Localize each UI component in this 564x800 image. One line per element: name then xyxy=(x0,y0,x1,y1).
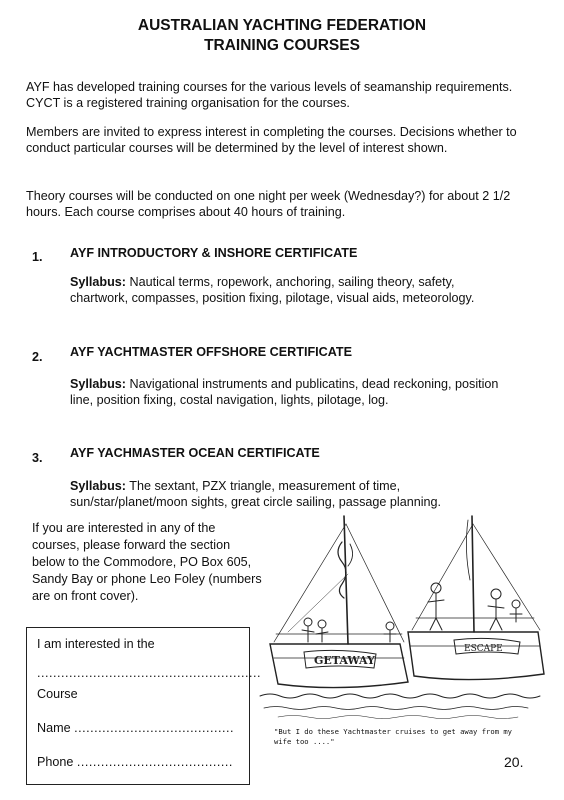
section-1-syllabus xyxy=(70,274,500,306)
boat-right-name: ESCAPE xyxy=(464,644,503,654)
course-label: Course xyxy=(37,687,78,701)
syllabus-text: Navigational instruments and publicatins, dead reckoning, position line, position fixing, costal navigation, lights, pilotage, log. xyxy=(70,377,499,407)
section-1-title: AYF INTRODUCTORY & INSHORE CERTIFICATE xyxy=(70,246,358,260)
cartoon-caption: "But I do these Yachtmaster cruises to get away from my wife too ...." xyxy=(274,727,512,746)
name-field[interactable] xyxy=(37,721,234,735)
interest-form xyxy=(26,627,261,785)
syllabus-label: Syllabus: xyxy=(70,479,126,493)
name-label: Name xyxy=(37,721,71,735)
name-dots: ........................................ xyxy=(74,721,235,735)
section-3-syllabus xyxy=(70,478,500,510)
boat-left-name: GETAWAY xyxy=(314,654,375,667)
intro-paragraph-3: Theory courses will be conducted on one night per week (Wednesday?) for about 2 1/2 hours. Each course comprises about 40 hours of training. xyxy=(26,189,511,219)
course-field[interactable]: ........................................................ xyxy=(37,666,261,680)
syllabus-label: Syllabus: xyxy=(70,377,126,391)
syllabus-text: Nautical terms, ropework, anchoring, sailing theory, safety, chartwork, compasses, position fixing, pilotage, visual aids, meteorology. xyxy=(70,275,475,305)
title-line-2: TRAINING COURSES xyxy=(204,37,360,54)
syllabus-text: The sextant, PZX triangle, measurement of time, sun/star/planet/moon sights, great circle sailing, passage planning. xyxy=(70,479,442,509)
syllabus-label: Syllabus: xyxy=(70,275,126,289)
intro-paragraph-2: Members are invited to express interest in completing the courses. Decisions whether to conduct particular courses will be determined by the level of interest shown. xyxy=(26,125,517,155)
phone-field[interactable] xyxy=(37,755,233,769)
intro-paragraph-1: AYF has developed training courses for the various levels of seamanship requirements. CYCT is a registered training organisation for the courses. xyxy=(26,80,513,110)
section-1-number: 1. xyxy=(32,250,43,264)
phone-label: Phone xyxy=(37,755,74,769)
contact-paragraph: If you are interested in any of the courses, please forward the section below to the Commodore, PO Box 605, Sandy Bay or phone Leo Foley (numbers are on front cover). xyxy=(32,521,262,603)
section-2-number: 2. xyxy=(32,350,43,364)
section-2-syllabus xyxy=(70,376,500,408)
title-line-1: AUSTRALIAN YACHTING FEDERATION xyxy=(137,17,427,34)
section-3-title: AYF YACHMASTER OCEAN CERTIFICATE xyxy=(70,446,320,460)
cartoon-illustration xyxy=(258,514,548,720)
section-2-title: AYF YACHTMASTER OFFSHORE CERTIFICATE xyxy=(70,345,352,359)
phone-dots: ....................................... xyxy=(76,755,233,769)
section-3-number: 3. xyxy=(32,451,43,465)
form-heading: I am interested in the xyxy=(37,637,155,651)
page-title xyxy=(0,16,564,56)
page-number: 20. xyxy=(504,754,524,770)
